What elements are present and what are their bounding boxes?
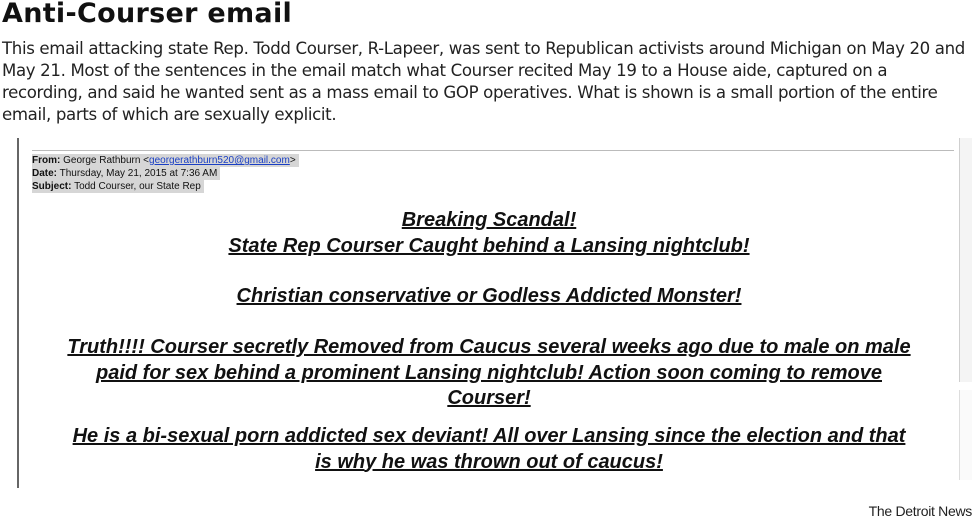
subject-label: Subject: [32, 181, 72, 192]
body-line: paid for sex behind a prominent Lansing nightclub! Action soon coming to remove [96, 361, 882, 384]
subject-value: Todd Courser, our State Rep [74, 181, 201, 192]
email-subject-row [32, 180, 204, 193]
scrollbar-track[interactable] [959, 390, 972, 480]
email-date-row [32, 167, 220, 180]
email-paragraph-1 [24, 208, 954, 259]
email-paragraph-3 [24, 335, 954, 412]
body-line: Christian conservative or Godless Addicted Monster! [236, 285, 742, 307]
from-name: George Rathburn < [63, 155, 150, 166]
source-credit: The Detroit News [868, 503, 972, 519]
email-paragraph-4 [24, 424, 954, 475]
header-divider [32, 150, 954, 151]
body-line: is why he was thrown out of caucus! [315, 450, 663, 473]
from-label: From: [32, 155, 61, 166]
email-paragraph-2 [24, 284, 954, 310]
page-title: Anti-Courser email [2, 0, 293, 29]
left-border [17, 138, 19, 488]
date-label: Date: [32, 168, 58, 179]
intro-paragraph: This email attacking state Rep. Todd Courser, R-Lapeer, was sent to Republican activists around Michigan on May 20 and May 21. Most of the sentences in the email match what Courser recited May 19 to a House aide, captured on a recording, and said he wanted sent as a mass email to GOP operatives. What is shown is a small portion of the entire email, parts of which are sexually explicit. [2, 39, 965, 124]
body-line: State Rep Courser Caught behind a Lansing nightclub! [228, 234, 750, 257]
body-line: Courser! [447, 387, 531, 409]
from-address-link[interactable]: georgerathburn520@gmail.com [149, 155, 290, 166]
email-from-row [32, 154, 299, 167]
scrollbar[interactable] [959, 138, 972, 382]
from-close: > [289, 155, 296, 166]
date-value: Thursday, May 21, 2015 at 7:36 AM [59, 168, 218, 179]
body-line: He is a bi-sexual porn addicted sex deviant! All over Lansing since the election and that [72, 425, 906, 447]
email-screenshot [14, 138, 974, 488]
body-line: Breaking Scandal! [401, 209, 577, 231]
body-line: Truth!!!! Courser secretly Removed from Caucus several weeks ago due to male on male [67, 336, 911, 358]
